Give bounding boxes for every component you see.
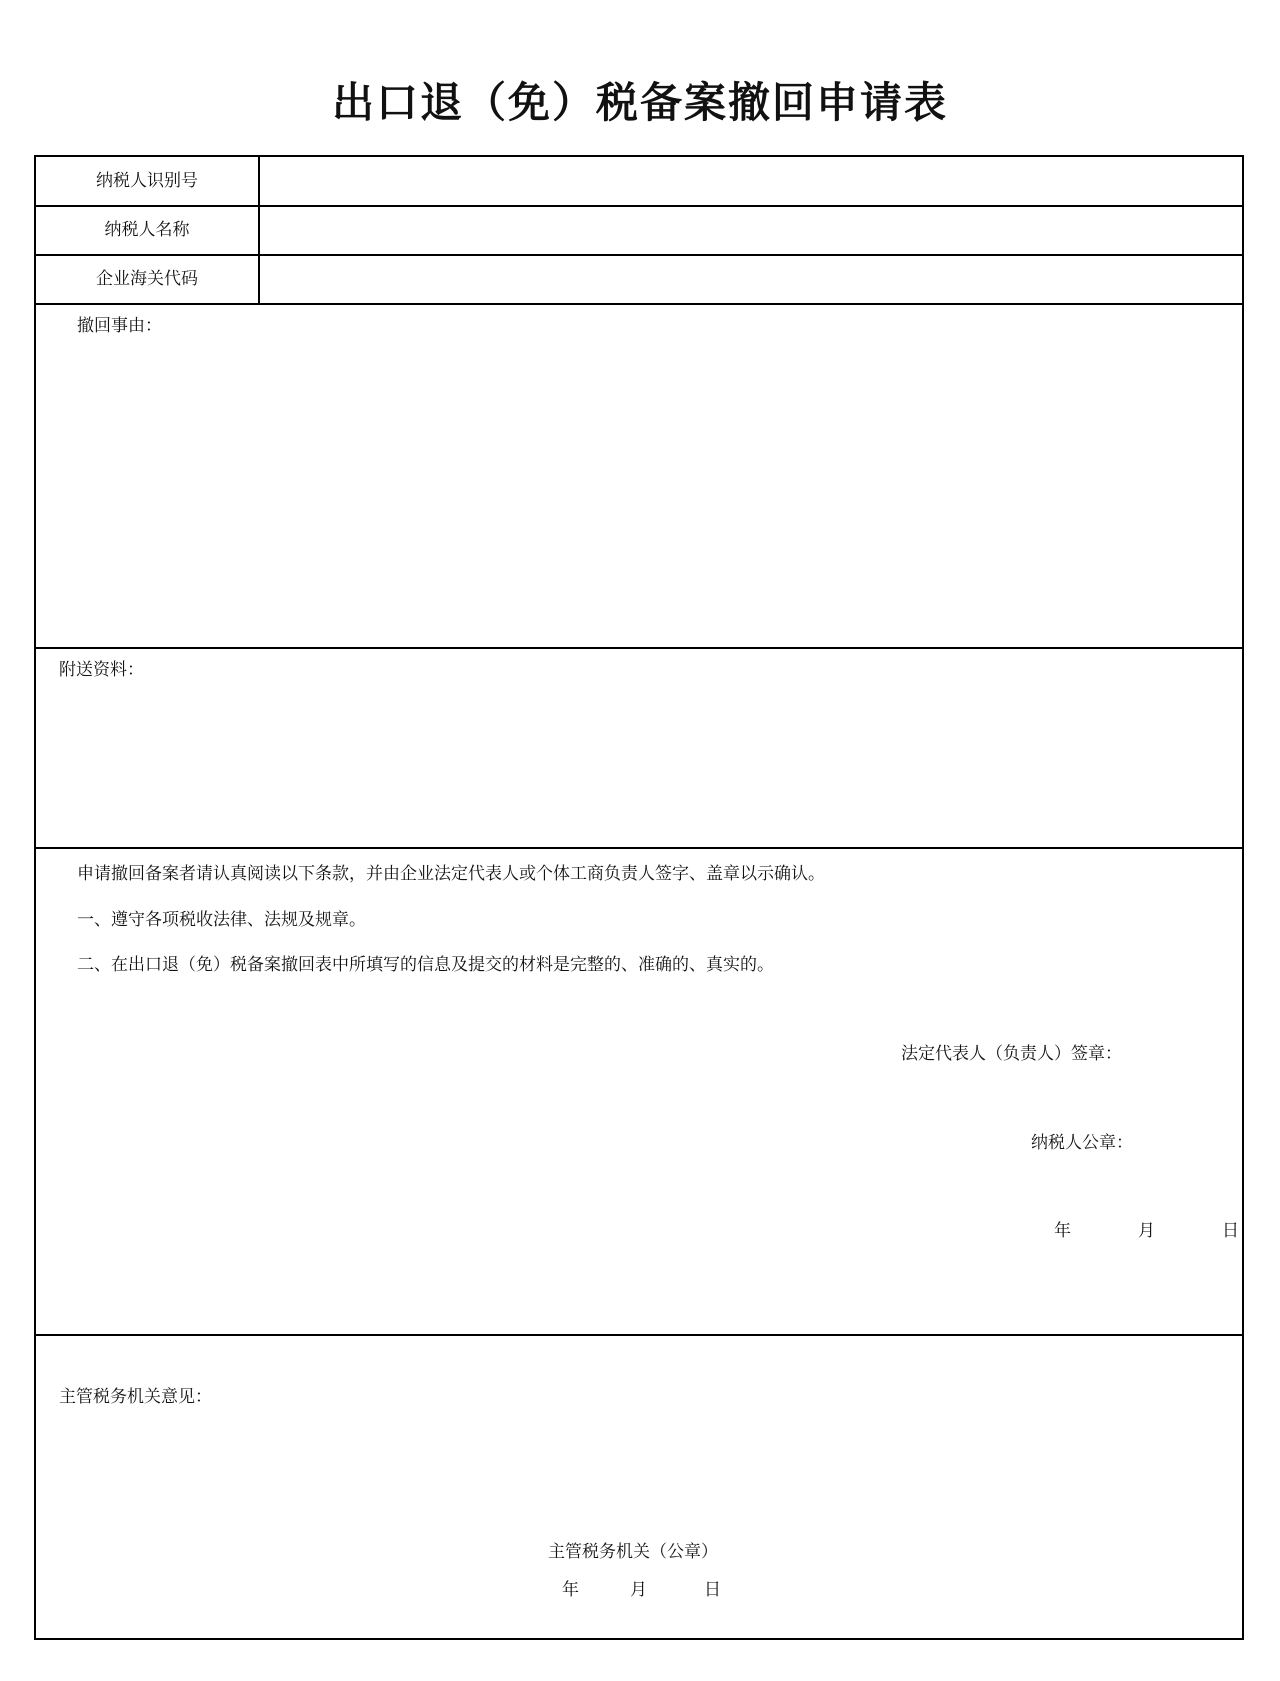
taxpayer-name-field[interactable] <box>260 206 1242 254</box>
section-divider <box>36 1334 1242 1336</box>
application-form <box>34 155 1244 1640</box>
section-divider <box>36 847 1242 849</box>
taxpayer-name-label: 纳税人名称 <box>104 220 190 240</box>
declaration-date-year: 年 <box>1054 1221 1071 1241</box>
row-divider <box>36 303 1242 305</box>
authority-date-year: 年 <box>562 1580 579 1600</box>
authority-date-day: 日 <box>704 1580 721 1600</box>
taxpayer-seal-label: 纳税人公章： <box>1031 1133 1133 1153</box>
customs-code-label: 企业海关代码 <box>96 269 198 289</box>
declaration-clause-2: 二、在出口退（免）税备案撤回表中所填写的信息及提交的材料是完整的、准确的、真实的。 <box>77 955 774 975</box>
section-divider <box>36 647 1242 649</box>
declaration-intro: 申请撤回备案者请认真阅读以下条款，并由企业法定代表人或个体工商负责人签字、盖章以示确认。 <box>77 864 825 884</box>
taxpayer-id-field[interactable] <box>260 157 1242 205</box>
authority-opinion-label: 主管税务机关意见： <box>59 1387 212 1407</box>
authority-date-month: 月 <box>630 1580 647 1600</box>
attachments-label: 附送资料： <box>59 660 144 680</box>
declaration-date-day: 日 <box>1222 1221 1239 1241</box>
legal-representative-signature-label: 法定代表人（负责人）签章： <box>901 1044 1122 1064</box>
declaration-date-month: 月 <box>1138 1221 1155 1241</box>
declaration-clause-1: 一、遵守各项税收法律、法规及规章。 <box>77 910 366 930</box>
taxpayer-id-label: 纳税人识别号 <box>96 171 198 191</box>
label-column-divider <box>258 157 260 303</box>
withdraw-reason-label: 撤回事由： <box>77 316 162 336</box>
form-title: 出口退（免）税备案撤回申请表 <box>331 78 948 127</box>
customs-code-field[interactable] <box>260 255 1242 303</box>
authority-seal-label: 主管税务机关（公章） <box>548 1542 718 1562</box>
